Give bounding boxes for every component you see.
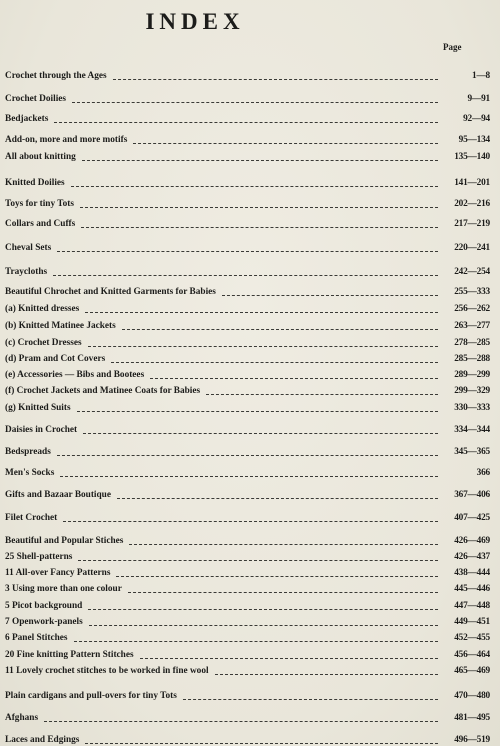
dot-leader — [150, 366, 438, 379]
entry-pages: 481—495 — [454, 713, 490, 723]
index-entry — [5, 402, 490, 414]
entry-pages: 9—91 — [467, 94, 490, 104]
entry-pages: 447—448 — [454, 601, 490, 611]
entry-pages: 367—406 — [454, 490, 490, 500]
index-entry — [5, 616, 490, 628]
entry-title: Afghans — [5, 713, 39, 723]
entry-title: (c) Crochet Dresses — [5, 338, 82, 348]
entry-title: Knitted Doilies — [5, 178, 65, 188]
dot-leader — [206, 382, 438, 395]
index-entry — [5, 489, 490, 501]
entry-title: 6 Panel Stitches — [5, 633, 68, 643]
entry-pages: 95—134 — [458, 135, 490, 145]
dot-leader — [82, 148, 438, 161]
entry-title: Men's Socks — [5, 468, 55, 478]
entry-title: Beautiful and Popular Stiches — [5, 536, 124, 546]
dot-leader — [88, 334, 438, 347]
index-entry — [5, 512, 490, 524]
index-entry — [5, 369, 490, 381]
index-entry — [5, 353, 490, 365]
dot-leader — [44, 709, 438, 722]
entry-pages: 438—444 — [454, 568, 490, 578]
entry-pages: 285—288 — [454, 354, 490, 364]
entry-title: (g) Knitted Suits — [5, 403, 71, 413]
dot-leader — [83, 421, 438, 434]
entry-title: (b) Knitted Matinee Jackets — [5, 321, 116, 331]
entry-title: Toys for tiny Tots — [5, 199, 74, 209]
index-entry — [5, 198, 490, 210]
dot-leader — [57, 443, 438, 456]
entry-title: 5 Picot background — [5, 601, 83, 611]
dot-leader — [140, 646, 438, 659]
entry-title: (e) Accessories — Bibs and Bootees — [5, 370, 145, 380]
index-entry — [5, 70, 490, 82]
dot-leader — [128, 580, 438, 593]
dot-leader — [57, 239, 438, 252]
entry-pages: 330—333 — [454, 403, 490, 413]
index-entry — [5, 649, 490, 661]
entry-title: 25 Shell-patterns — [5, 552, 73, 562]
entry-pages: 141—201 — [454, 178, 490, 188]
entry-title: Beautiful Chrochet and Knitted Garments for Babies — [5, 287, 216, 297]
entry-title: 7 Openwork-panels — [5, 617, 83, 627]
index-entry — [5, 320, 490, 332]
dot-leader — [85, 731, 438, 744]
entry-pages: 452—455 — [454, 633, 490, 643]
entry-title: Bedjackets — [5, 114, 49, 124]
entry-pages: 426—469 — [454, 536, 490, 546]
entry-title: 3 Using more than one colour — [5, 584, 122, 594]
index-entry — [5, 551, 490, 563]
entry-title: (f) Crochet Jackets and Matinee Coats for Babies — [5, 386, 201, 396]
entry-pages: 92—94 — [463, 114, 490, 124]
dot-leader — [129, 532, 438, 545]
index-entry — [5, 286, 490, 298]
entry-title: Plain cardigans and pull-overs for tiny Tots — [5, 691, 177, 701]
dot-leader — [113, 67, 438, 80]
index-entry — [5, 303, 490, 315]
dot-leader — [53, 263, 438, 276]
entry-pages: 256—262 — [454, 304, 490, 314]
entry-pages: 470—480 — [454, 691, 490, 701]
entry-title: (a) Knitted dresses — [5, 304, 80, 314]
entry-pages: 465—469 — [454, 666, 490, 676]
entry-title: Bedspreads — [5, 447, 51, 457]
entry-pages: 289—299 — [454, 370, 490, 380]
dot-leader — [215, 662, 438, 675]
entry-pages: 449—451 — [454, 617, 490, 627]
entry-title: 20 Fine knitting Pattern Stitches — [5, 650, 134, 660]
index-entry — [5, 665, 490, 677]
dot-leader — [116, 564, 438, 577]
index-entry — [5, 151, 490, 163]
page-column-label: Page — [443, 42, 462, 52]
entry-pages: 445—446 — [454, 584, 490, 594]
entry-pages: 496—519 — [454, 735, 490, 745]
dot-leader — [74, 629, 438, 642]
page-title: INDEX — [145, 9, 245, 34]
dot-leader — [63, 509, 438, 522]
dot-leader — [133, 131, 438, 144]
dot-leader — [78, 548, 438, 561]
dot-leader — [54, 110, 438, 123]
index-entry — [5, 134, 490, 146]
entry-title: Traycloths — [5, 267, 48, 277]
index-entry — [5, 734, 490, 746]
entry-pages: 334—344 — [454, 425, 490, 435]
index-entry — [5, 567, 490, 579]
entry-pages: 135—140 — [454, 152, 490, 162]
index-entry — [5, 385, 490, 397]
entry-pages: 242—254 — [454, 267, 490, 277]
entry-title: Filet Crochet — [5, 513, 58, 523]
entry-pages: 217—219 — [454, 219, 490, 229]
entry-title: (d) Pram and Cot Covers — [5, 354, 106, 364]
index-entry — [5, 446, 490, 458]
entry-title: Cheval Sets — [5, 243, 52, 253]
dot-leader — [122, 317, 438, 330]
dot-leader — [85, 300, 438, 313]
index-entry — [5, 535, 490, 547]
dot-leader — [81, 215, 438, 228]
dot-leader — [88, 597, 438, 610]
entry-pages: 278—285 — [454, 338, 490, 348]
index-entry — [5, 266, 490, 278]
entry-title: Crochet through the Ages — [5, 71, 107, 81]
entry-pages: 263—277 — [454, 321, 490, 331]
entry-pages: 407—425 — [454, 513, 490, 523]
entry-title: Laces and Edgings — [5, 735, 80, 745]
dot-leader — [89, 613, 438, 626]
dot-leader — [71, 174, 438, 187]
entry-pages: 366 — [476, 468, 490, 478]
entry-pages: 299—329 — [454, 386, 490, 396]
dot-leader — [80, 195, 438, 208]
entry-title: Collars and Cuffs — [5, 219, 76, 229]
entry-pages: 220—241 — [454, 243, 490, 253]
dot-leader — [60, 464, 438, 477]
index-entry — [5, 177, 490, 189]
entry-pages: 456—464 — [454, 650, 490, 660]
index-entry — [5, 583, 490, 595]
index-entry — [5, 600, 490, 612]
entry-pages: 426—437 — [454, 552, 490, 562]
entry-title: Daisies in Crochet — [5, 425, 78, 435]
index-entry — [5, 690, 490, 702]
dot-leader — [111, 350, 438, 363]
entry-pages: 202—216 — [454, 199, 490, 209]
index-entry — [5, 337, 490, 349]
dot-leader — [72, 90, 438, 103]
dot-leader — [222, 283, 438, 296]
index-entry — [5, 632, 490, 644]
entry-title: 11 All-over Fancy Patterns — [5, 568, 111, 578]
dot-leader — [117, 486, 438, 499]
entry-title: Crochet Doilies — [5, 94, 67, 104]
index-entry — [5, 712, 490, 724]
entry-pages: 255—333 — [454, 287, 490, 297]
entry-title: Add-on, more and more motifs — [5, 135, 128, 145]
dot-leader — [183, 687, 438, 700]
index-entry — [5, 218, 490, 230]
index-entry — [5, 113, 490, 125]
index-entry — [5, 467, 490, 479]
entry-title: Gifts and Bazaar Boutique — [5, 490, 111, 500]
entry-title: 11 Lovely crochet stitches to be worked in fine wool — [5, 666, 209, 676]
index-entry — [5, 424, 490, 436]
index-entry — [5, 93, 490, 105]
entry-title: All about knitting — [5, 152, 76, 162]
dot-leader — [77, 399, 438, 412]
entry-pages: 1—8 — [472, 71, 490, 81]
entry-pages: 345—365 — [454, 447, 490, 457]
index-entry — [5, 242, 490, 254]
